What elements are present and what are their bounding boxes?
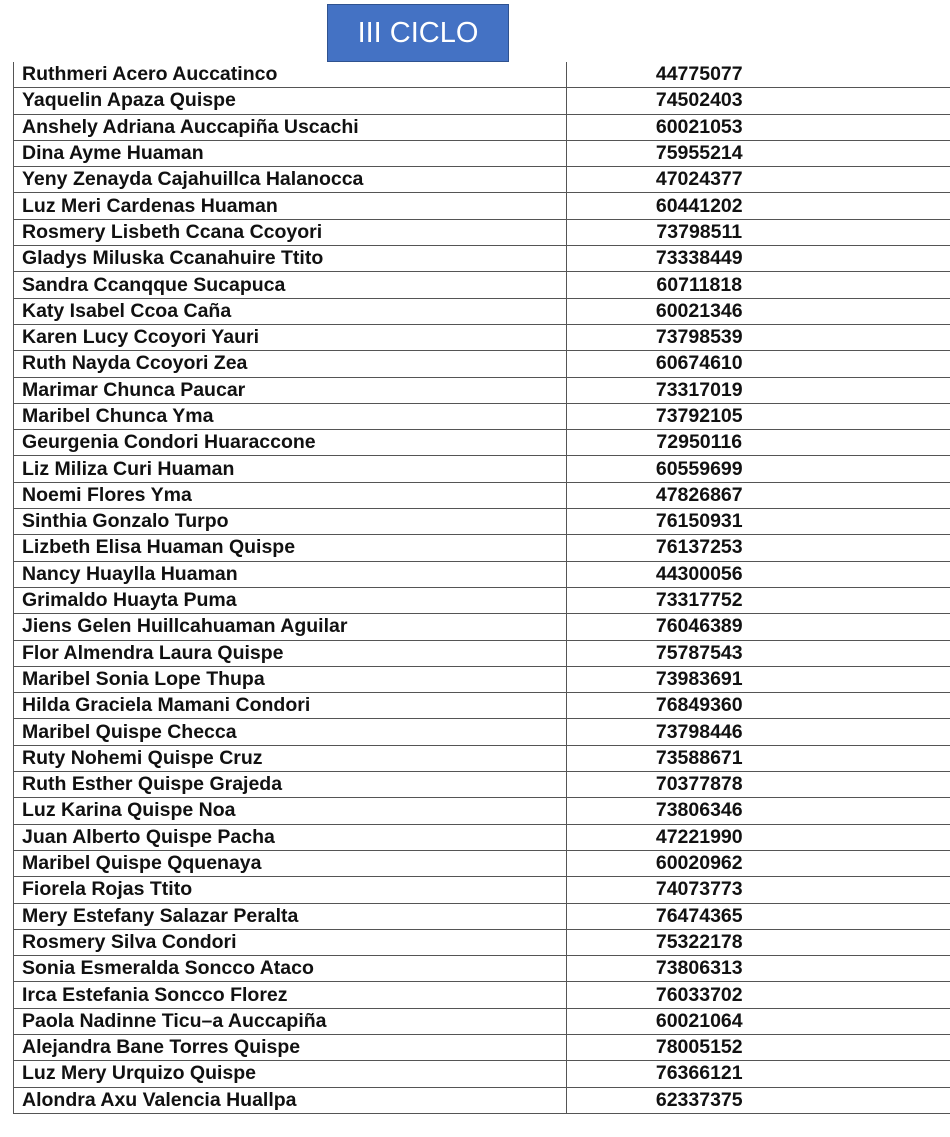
student-name-cell: Luz Karina Quispe Noa [14,798,567,824]
table-row [14,640,950,666]
table-row [14,351,950,377]
student-name-cell: Jiens Gelen Huillcahuaman Aguilar [14,614,567,640]
student-dni-cell: 47024377 [567,167,950,193]
student-name-cell: Karen Lucy Ccoyori Yauri [14,324,567,350]
table-row [14,666,950,692]
student-name-cell: Rosmery Silva Condori [14,929,567,955]
student-name-cell: Irca Estefania Soncco Florez [14,982,567,1008]
student-dni-cell: 60559699 [567,456,950,482]
table-row [14,903,950,929]
student-name-cell: Sonia Esmeralda Soncco Ataco [14,956,567,982]
student-name-cell: Maribel Sonia Lope Thupa [14,666,567,692]
table-row [14,1061,950,1087]
table-row [14,272,950,298]
student-dni-cell: 73792105 [567,403,950,429]
table-row [14,982,950,1008]
table-row [14,1087,950,1113]
student-dni-cell: 72950116 [567,430,950,456]
student-name-cell: Grimaldo Huayta Puma [14,587,567,613]
student-name-cell: Hilda Graciela Mamani Condori [14,693,567,719]
student-dni-cell: 76033702 [567,982,950,1008]
table-row [14,377,950,403]
student-dni-cell: 73338449 [567,246,950,272]
student-name-cell: Mery Estefany Salazar Peralta [14,903,567,929]
student-table-body [14,62,950,1113]
student-dni-cell: 76046389 [567,614,950,640]
table-row [14,167,950,193]
student-name-cell: Alejandra Bane Torres Quispe [14,1034,567,1060]
student-dni-cell: 73798511 [567,219,950,245]
student-name-cell: Maribel Quispe Qquenaya [14,850,567,876]
student-name-cell: Yaquelin Apaza Quispe [14,88,567,114]
student-name-cell: Anshely Adriana Auccapiña Uscachi [14,114,567,140]
student-dni-cell: 73317019 [567,377,950,403]
student-dni-cell: 76474365 [567,903,950,929]
student-table [13,62,950,1114]
student-dni-cell: 60021064 [567,1008,950,1034]
student-name-cell: Dina Ayme Huaman [14,140,567,166]
student-dni-cell: 73983691 [567,666,950,692]
table-row [14,535,950,561]
student-dni-cell: 44300056 [567,561,950,587]
table-row [14,561,950,587]
student-dni-cell: 76150931 [567,509,950,535]
student-dni-cell: 47221990 [567,824,950,850]
student-dni-cell: 62337375 [567,1087,950,1113]
table-row [14,587,950,613]
student-dni-cell: 75787543 [567,640,950,666]
student-name-cell: Marimar Chunca Paucar [14,377,567,403]
table-row [14,798,950,824]
student-name-cell: Gladys Miluska Ccanahuire Ttito [14,246,567,272]
table-row [14,62,950,88]
table-row [14,114,950,140]
student-name-cell: Rosmery Lisbeth Ccana Ccoyori [14,219,567,245]
student-name-cell: Fiorela Rojas Ttito [14,877,567,903]
table-row [14,614,950,640]
student-dni-cell: 60021346 [567,298,950,324]
table-row [14,824,950,850]
table-row [14,877,950,903]
student-dni-cell: 44775077 [567,62,950,88]
table-row [14,298,950,324]
student-dni-cell: 73588671 [567,745,950,771]
student-name-cell: Ruth Esther Quispe Grajeda [14,772,567,798]
student-dni-cell: 75322178 [567,929,950,955]
table-row [14,1034,950,1060]
student-name-cell: Ruthmeri Acero Auccatinco [14,62,567,88]
table-row [14,1008,950,1034]
student-dni-cell: 76366121 [567,1061,950,1087]
table-row [14,956,950,982]
student-dni-cell: 70377878 [567,772,950,798]
table-row [14,745,950,771]
table-row [14,246,950,272]
student-dni-cell: 60674610 [567,351,950,377]
student-name-cell: Katy Isabel Ccoa Caña [14,298,567,324]
student-dni-cell: 76137253 [567,535,950,561]
table-row [14,140,950,166]
table-row [14,324,950,350]
student-name-cell: Geurgenia Condori Huaraccone [14,430,567,456]
table-row [14,509,950,535]
section-title: III CICLO [327,4,509,62]
table-row [14,929,950,955]
student-dni-cell: 73317752 [567,587,950,613]
student-dni-cell: 74073773 [567,877,950,903]
student-name-cell: Sandra Ccanqque Sucapuca [14,272,567,298]
table-row [14,193,950,219]
table-row [14,219,950,245]
student-dni-cell: 73806346 [567,798,950,824]
student-name-cell: Luz Mery Urquizo Quispe [14,1061,567,1087]
student-dni-cell: 73806313 [567,956,950,982]
table-row [14,482,950,508]
student-name-cell: Ruth Nayda Ccoyori Zea [14,351,567,377]
student-name-cell: Sinthia Gonzalo Turpo [14,509,567,535]
student-dni-cell: 78005152 [567,1034,950,1060]
table-row [14,456,950,482]
student-dni-cell: 47826867 [567,482,950,508]
student-name-cell: Yeny Zenayda Cajahuillca Halanocca [14,167,567,193]
student-name-cell: Lizbeth Elisa Huaman Quispe [14,535,567,561]
student-dni-cell: 60441202 [567,193,950,219]
student-name-cell: Alondra Axu Valencia Huallpa [14,1087,567,1113]
student-name-cell: Noemi Flores Yma [14,482,567,508]
table-row [14,850,950,876]
student-dni-cell: 73798446 [567,719,950,745]
table-row [14,693,950,719]
student-dni-cell: 75955214 [567,140,950,166]
table-row [14,88,950,114]
student-dni-cell: 76849360 [567,693,950,719]
student-dni-cell: 74502403 [567,88,950,114]
student-dni-cell: 60711818 [567,272,950,298]
student-dni-cell: 73798539 [567,324,950,350]
table-row [14,719,950,745]
student-name-cell: Maribel Quispe Checca [14,719,567,745]
student-name-cell: Maribel Chunca Yma [14,403,567,429]
student-name-cell: Flor Almendra Laura Quispe [14,640,567,666]
student-dni-cell: 60020962 [567,850,950,876]
student-name-cell: Ruty Nohemi Quispe Cruz [14,745,567,771]
student-name-cell: Nancy Huaylla Huaman [14,561,567,587]
student-name-cell: Juan Alberto Quispe Pacha [14,824,567,850]
student-name-cell: Luz Meri Cardenas Huaman [14,193,567,219]
table-row [14,403,950,429]
table-row [14,772,950,798]
student-name-cell: Paola Nadinne Ticu–a Auccapiña [14,1008,567,1034]
student-name-cell: Liz Miliza Curi Huaman [14,456,567,482]
student-dni-cell: 60021053 [567,114,950,140]
table-row [14,430,950,456]
